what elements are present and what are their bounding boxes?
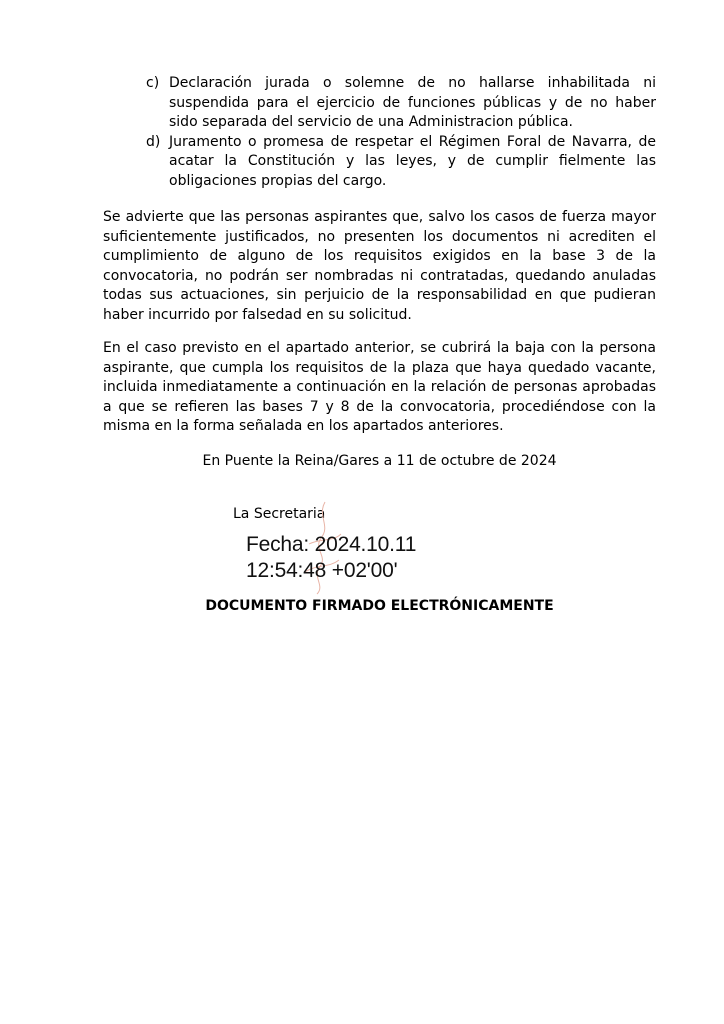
list-item <box>142 133 656 192</box>
stamp-date: Fecha: 2024.10.11 <box>246 533 417 556</box>
list-item-marker: d) <box>146 133 161 150</box>
list-item-text: Juramento o promesa de respetar el Régimen Foral de Navarra, de acatar la Constitución y las leyes, y de cumplir fielmente las obligaciones propias del cargo. <box>169 133 656 189</box>
warning-paragraph: Se advierte que las personas aspirantes que, salvo los casos de fuerza mayor suficientemente justificados, no presenten los documentos ni acrediten el cumplimiento de alguno de los requisitos exigidos en la base 3 de la convocatoria, no podrán ser nombradas ni contratadas, quedando anuladas todas sus actuaciones, sin perjuicio de la responsabilidad en que pudieran haber incurrido por falsedad en su solicitud. <box>103 209 656 323</box>
place-date-line: En Puente la Reina/Gares a 11 de octubre de 2024 <box>202 453 557 469</box>
list-item-marker: c) <box>146 75 160 91</box>
electronic-signature-note: DOCUMENTO FIRMADO ELECTRÓNICAMENTE <box>205 598 554 614</box>
digital-signature-stamp <box>246 532 416 584</box>
signer-title: La Secretaria <box>233 506 326 522</box>
list-item-text: Declaración jurada o solemne de no hallarse inhabilitada ni suspendida para el ejercicio de funciones públicas y de no haber sido separada del servicio de una Administracion pública. <box>169 75 656 130</box>
requirements-list <box>142 74 656 191</box>
vacancy-paragraph: En el caso previsto en el apartado anterior, se cubrirá la baja con la persona aspirante, que cumpla los requisitos de la plaza que haya quedado vacante, incluida inmediatamente a continuación en la relación de personas aprobadas a que se refieren las bases 7 y 8 de la convocatoria, procediéndose con la misma en la forma señalada en los apartados anteriores. <box>103 340 656 434</box>
stamp-time: 12:54:48 +02'00' <box>246 559 398 582</box>
list-item <box>142 74 656 133</box>
